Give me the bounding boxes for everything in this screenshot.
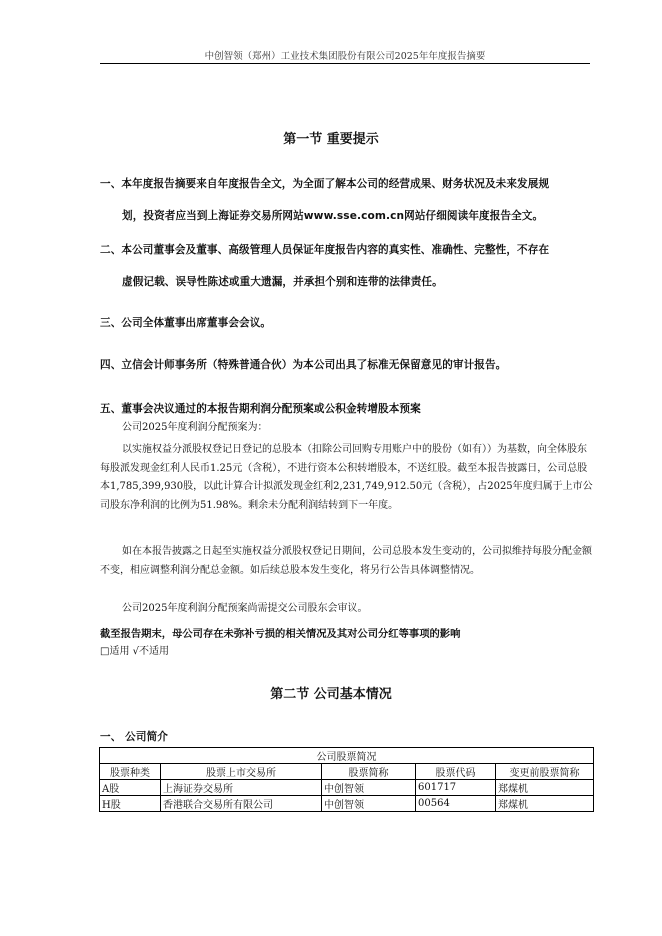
profit-plan-body: 以实施权益分派股权登记日登记的总股本（扣除公司回购专用账户中的股份（如有））为基数，向全体股东每股派发现金红利人民币1.25元（含税），不进行资本公积转增股本，不送红股。截至本报告披露日，公司总股本1,785,399,930股，以此计算合计拟派发现金红利2,231,749,912.50元（含税），占2025年度归属于上市公司股东净利润的比例为51.98%。剩余未分配利润结转到下一年度。 (100, 444, 593, 511)
profit-plan-change: 如在本报告披露之日起至实施权益分派股权登记日期间，公司总股本发生变动的，公司拟维持每股分配金额不变，相应调整利润分配总金额。如后续总股本发生变化，将另行公告具体调整情况。 (100, 546, 592, 576)
header-rule (100, 63, 590, 64)
loss-note: 截至报告期末，母公司存在未弥补亏损的相关情况及其对公司分红等事项的影响 (100, 628, 461, 640)
table-cell: 香港联合交易所有限公司 (161, 796, 322, 812)
profit-plan-approval: 公司2025年度利润分配预案尚需提交公司股东会审议。 (122, 603, 368, 614)
table-caption: 公司股票简况 (100, 748, 594, 764)
table-cell: A股 (100, 780, 161, 796)
table-cell: 601717 (416, 780, 496, 796)
table-cell: 郑煤机 (496, 796, 594, 812)
table-header-cell: 变更前股票简称 (496, 764, 594, 780)
table-header-cell: 股票上市交易所 (161, 764, 322, 780)
section1-title: 第一节 重要提示 (283, 132, 379, 147)
notice-item-4: 四、立信会计师事务所（特殊普通合伙）为本公司出具了标准无保留意见的审计报告。 (100, 359, 507, 371)
section2-title: 第二节 公司基本情况 (270, 687, 392, 702)
notice-item-2-line2: 虚假记载、误导性陈述或重大遗漏，并承担个别和连带的法律责任。 (122, 276, 443, 288)
applicability-checkbox-line: □适用 √不适用 (100, 646, 169, 657)
notice-item-1-line2: 划，投资者应当到上海证券交易所网站www.sse.com.cn网站仔细阅读年度报告全文。 (122, 210, 544, 222)
profit-plan-intro: 公司2025年度利润分配预案为： (122, 422, 268, 433)
table-header-cell: 股票简称 (322, 764, 416, 780)
notice-item-2 (100, 242, 595, 289)
notice-item-5: 五、董事会决议通过的本报告期利润分配预案或公积金转增股本预案 (100, 403, 421, 415)
table-cell: H股 (100, 796, 161, 812)
page-header: 中创智领（郑州）工业技术集团股份有限公司2025年年度报告摘要 (204, 51, 486, 62)
notice-item-1 (100, 176, 595, 223)
table-cell: 郑煤机 (496, 780, 594, 796)
company-intro-heading: 一、 公司简介 (100, 731, 168, 743)
notice-item-1-line1: 一、本年度报告摘要来自年度报告全文，为全面了解本公司的经营成果、财务状况及未来发展规 (100, 178, 550, 190)
table-row (100, 780, 594, 796)
table-header-cell: 股票代码 (416, 764, 496, 780)
table-cell: 00564 (416, 796, 496, 812)
table-header-row (100, 764, 594, 780)
table-cell: 上海证券交易所 (161, 780, 322, 796)
table-cell: 中创智领 (322, 780, 416, 796)
stock-info-table (99, 747, 594, 812)
table-row (100, 796, 594, 812)
notice-item-3: 三、公司全体董事出席董事会会议。 (100, 317, 272, 329)
table-header-cell: 股票种类 (100, 764, 161, 780)
table-caption-row (100, 748, 594, 764)
table-cell: 中创智领 (322, 796, 416, 812)
notice-item-2-line1: 二、本公司董事会及董事、高级管理人员保证年度报告内容的真实性、准确性、完整性，不存在 (100, 244, 550, 256)
